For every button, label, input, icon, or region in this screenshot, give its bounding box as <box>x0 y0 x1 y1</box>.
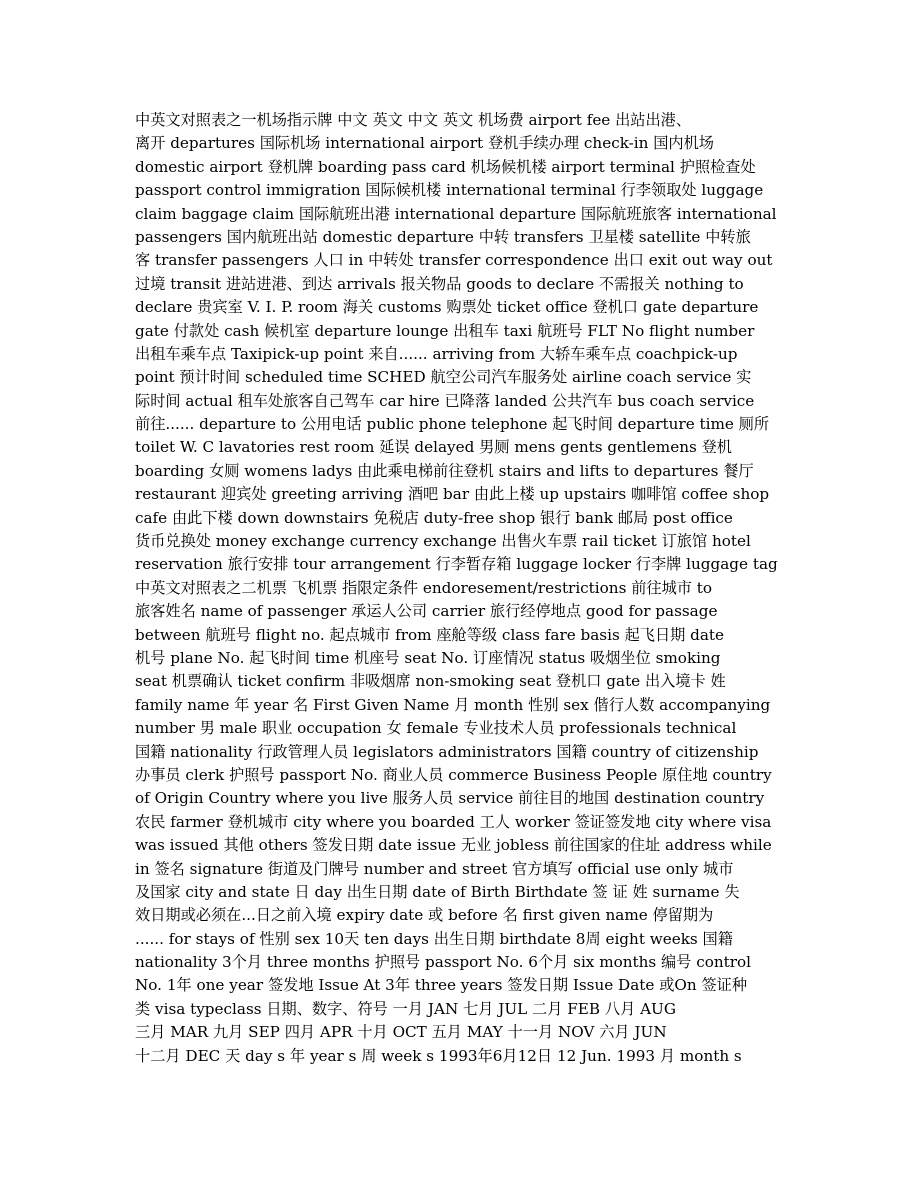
glossary-text-block <box>135 109 800 1068</box>
text-line-27: number 男 male 职业 occupation 女 female 专业技术人员 professionals technical <box>135 719 737 738</box>
text-line-41: 十二月 DEC 天 day s 年 year s 周 week s 1993年6月12日 12 Jun. 1993 月 month s <box>135 1046 742 1065</box>
text-line-23: between 航班号 flight no. 起点城市 from 座舱等级 class fare basis 起飞日期 date <box>135 625 725 644</box>
text-line-14: 前往...... departure to 公用电话 public phone telephone 起飞时间 departure time 厕所 <box>135 415 770 434</box>
text-line-19: 货币兑换处 money exchange currency exchange 出售火车票 rail ticket 订旅馆 hotel <box>135 532 751 551</box>
text-line-9: declare 贵宾室 V. I. P. room 海关 customs 购票处 ticket office 登机口 gate departure <box>135 298 759 317</box>
text-line-2: 离开 departures 国际机场 international airport 登机手续办理 check-in 国内机场 <box>135 134 714 153</box>
text-line-5: claim baggage claim 国际航班出港 international departure 国际航班旅客 international <box>135 204 777 223</box>
text-line-33: in 签名 signature 街道及门牌号 number and street 官方填写 official use only 城市 <box>135 859 734 878</box>
text-line-13: 际时间 actual 租车处旅客自己驾车 car hire 已降落 landed 公共汽车 bus coach service <box>135 391 755 410</box>
text-line-30: of Origin Country where you live 服务人员 service 前往目的地国 destination country <box>135 789 765 808</box>
text-line-29: 办事员 clerk 护照号 passport No. 商业人员 commerce Business People 原住地 country <box>135 765 772 784</box>
text-line-32: was issued 其他 others 签发日期 date issue 无业 jobless 前往国家的住址 address while <box>135 836 772 855</box>
text-line-15: toilet W. C lavatories rest room 延误 delayed 男厕 mens gents gentlemens 登机 <box>135 438 732 457</box>
text-line-7: 客 transfer passengers 人口 in 中转处 transfer correspondence 出口 exit out way out <box>135 251 773 270</box>
text-line-1: 中英文对照表之一机场指示牌 中文 英文 中文 英文 机场费 airport fee 出站出港、 <box>135 111 692 129</box>
text-line-17: restaurant 迎宾处 greeting arriving 酒吧 bar 由此上楼 up upstairs 咖啡馆 coffee shop <box>135 485 770 504</box>
text-line-31: 农民 farmer 登机城市 city where you boarded 工人 worker 签证签发地 city where visa <box>135 812 772 831</box>
text-line-8: 过境 transit 进站进港、到达 arrivals 报关物品 goods to declare 不需报关 nothing to <box>135 274 744 293</box>
text-line-22: 旅客姓名 name of passenger 承运人公司 carrier 旅行经停地点 good for passage <box>135 602 718 621</box>
text-line-26: family name 年 year 名 First Given Name 月 month 性别 sex 偕行人数 accompanying <box>135 695 771 714</box>
text-line-35: 效日期或必须在...日之前入境 expiry date 或 before 名 first given name 停留期为 <box>135 906 714 925</box>
text-line-20: reservation 旅行安排 tour arrangement 行李暂存箱 luggage locker 行李牌 luggage tag <box>135 555 778 574</box>
text-line-12: point 预计时间 scheduled time SCHED 航空公司汽车服务处 airline coach service 实 <box>135 368 752 387</box>
text-line-34: 及国家 city and state 日 day 出生日期 date of Birth Birthdate 签 证 姓 surname 失 <box>135 882 740 901</box>
text-line-18: cafe 由此下楼 down downstairs 免税店 duty-free shop 银行 bank 邮局 post office <box>135 508 733 527</box>
text-line-3: domestic airport 登机牌 boarding pass card 机场候机楼 airport terminal 护照检查处 <box>135 157 756 176</box>
text-line-16: boarding 女厕 womens ladys 由此乘电梯前往登机 stairs and lifts to departures 餐厅 <box>135 461 754 480</box>
text-line-36: ...... for stays of 性别 sex 10天 ten days 出生日期 birthdate 8周 eight weeks 国籍 <box>135 929 733 948</box>
text-line-40: 三月 MAR 九月 SEP 四月 APR 十月 OCT 五月 MAY 十一月 NOV 六月 JUN <box>135 1023 667 1042</box>
text-line-25: seat 机票确认 ticket confirm 非吸烟席 non-smoking seat 登机口 gate 出入境卡 姓 <box>135 672 726 691</box>
text-line-21: 中英文对照表之二机票 飞机票 指限定条件 endoresement/restrictions 前往城市 to <box>135 578 713 597</box>
text-line-28: 国籍 nationality 行政管理人员 legislators administrators 国籍 country of citizenship <box>135 742 759 761</box>
text-line-11: 出租车乘车点 Taxipick-up point 来自...... arriving from 大轿车乘车点 coachpick-up <box>135 344 738 363</box>
text-line-10: gate 付款处 cash 候机室 departure lounge 出租车 taxi 航班号 FLT No flight number <box>135 321 755 340</box>
text-line-6: passengers 国内航班出站 domestic departure 中转 transfers 卫星楼 satellite 中转旅 <box>135 227 751 246</box>
text-line-37: nationality 3个月 three months 护照号 passport No. 6个月 six months 编号 control <box>135 953 752 972</box>
text-line-24: 机号 plane No. 起飞时间 time 机座号 seat No. 订座情况 status 吸烟坐位 smoking <box>135 648 721 667</box>
text-line-38: No. 1年 one year 签发地 Issue At 3年 three years 签发日期 Issue Date 或On 签证种 <box>135 976 748 995</box>
text-line-39: 类 visa typeclass 日期、数字、符号 一月 JAN 七月 JUL 二月 FEB 八月 AUG <box>135 999 676 1018</box>
text-line-4: passport control immigration 国际候机楼 international terminal 行李领取处 luggage <box>135 181 764 200</box>
